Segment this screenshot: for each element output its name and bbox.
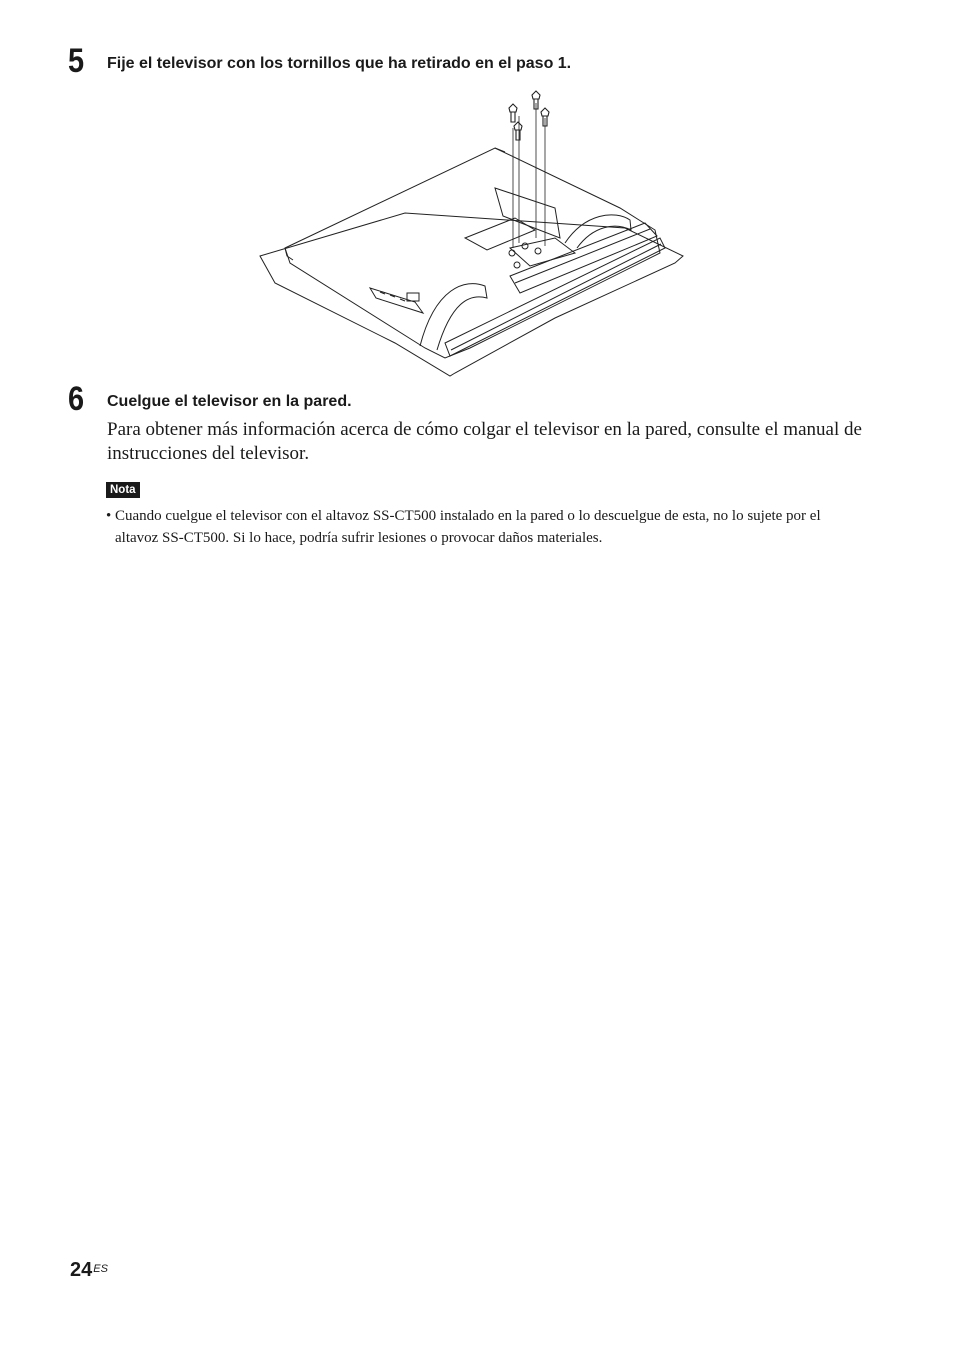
- page-number-value: 24: [70, 1259, 93, 1281]
- note-text: Cuando cuelgue el televisor con el altavoz SS-CT500 instalado en la pared o lo descuelgue de esta, no lo sujete por el altavoz SS-CT500. Si lo hace, podría sufrir lesiones o provocar daños materiales.: [115, 508, 821, 546]
- note-bullet: •: [106, 508, 112, 524]
- step-5-number: 5: [68, 42, 85, 80]
- step-6-title: Cuelgue el televisor en la pared.: [107, 393, 352, 410]
- step-6-number: 6: [68, 380, 85, 418]
- note-item: [106, 505, 866, 549]
- step-6-body: Para obtener más información acerca de cómo colgar el televisor en la pared, consulte el manual de instrucciones del televisor.: [107, 419, 862, 464]
- step-5-title: Fije el televisor con los tornillos que ha retirado en el paso 1.: [107, 55, 572, 72]
- note-badge: Nota: [106, 482, 140, 498]
- tv-screw-illustration: [255, 88, 690, 380]
- page-language-suffix: ES: [93, 1263, 108, 1275]
- page-number: [70, 1258, 108, 1282]
